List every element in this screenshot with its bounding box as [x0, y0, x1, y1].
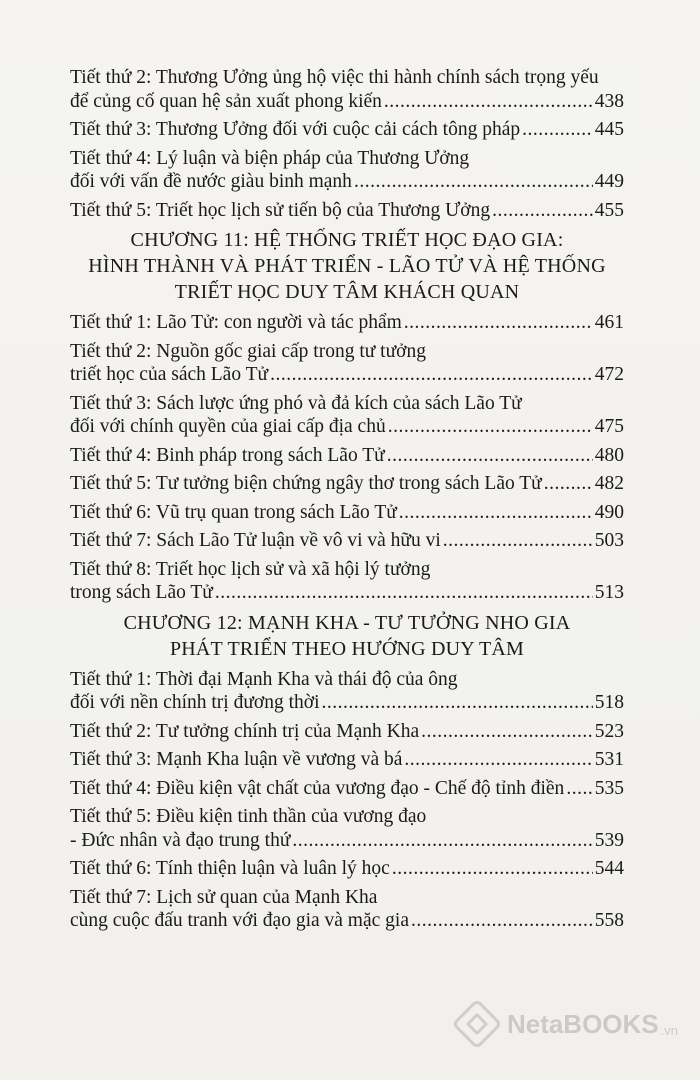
- toc-entry[interactable]: [70, 444, 624, 468]
- dot-leader: [354, 170, 593, 194]
- toc-entry-title-line: Tiết thứ 2: Nguồn gốc giai cấp trong tư tưởng: [70, 340, 426, 362]
- watermark-brand: NetaBOOKS: [506, 1008, 659, 1039]
- dot-leader: [292, 829, 592, 853]
- toc-entry-leader-line: [70, 909, 624, 933]
- page-number: 482: [594, 473, 624, 494]
- dot-leader: [384, 90, 593, 114]
- toc-entry-title: Tiết thứ 4: Binh pháp trong sách Lão Tử: [70, 444, 385, 466]
- dot-leader: [321, 691, 592, 715]
- toc-entry[interactable]: [70, 392, 624, 439]
- toc-entry-leader-line: [70, 363, 624, 387]
- toc-entry[interactable]: [70, 147, 624, 194]
- toc-entry-leader-line: [70, 199, 624, 223]
- toc-entry[interactable]: [70, 311, 624, 335]
- toc-entry-title: Tiết thứ 1: Lão Tử: con người và tác phẩm: [70, 312, 402, 333]
- page-number: 513: [594, 582, 624, 603]
- toc-entry-title: Tiết thứ 5: Tư tưởng biện chứng ngây thơ trong sách Lão Tử: [70, 473, 542, 494]
- toc-entry[interactable]: [70, 777, 624, 801]
- toc-entry-title: - Đức nhân và đạo trung thứ: [70, 829, 291, 851]
- toc-entry-title-line: Tiết thứ 4: Lý luận và biện pháp của Thương Ưởng: [70, 147, 470, 169]
- toc-entry[interactable]: [70, 472, 624, 496]
- toc-entry-title: triết học của sách Lão Tử: [70, 364, 269, 385]
- page-number: 490: [594, 501, 624, 523]
- page-number: 472: [594, 364, 624, 385]
- page-number: 445: [594, 119, 624, 140]
- toc-entry[interactable]: [70, 199, 624, 223]
- toc-entry-title: Tiết thứ 7: Sách Lão Tử luận về vô vi và hữu vi: [70, 530, 441, 551]
- toc-entry[interactable]: [70, 668, 624, 715]
- toc-entry-title: Tiết thứ 2: Tư tưởng chính trị của Mạnh Kha: [70, 720, 420, 742]
- dot-leader: [566, 777, 592, 801]
- chapter-heading: [70, 610, 624, 662]
- toc-entry[interactable]: [70, 805, 624, 852]
- dot-leader: [404, 311, 593, 335]
- toc-entry[interactable]: [70, 340, 624, 387]
- dot-leader: [492, 199, 593, 223]
- toc-entry-title-line: Tiết thứ 5: Điều kiện tinh thần của vương đạo: [70, 806, 427, 827]
- toc-entry-leader-line: [70, 857, 624, 881]
- page-number: 535: [594, 777, 624, 799]
- dot-leader: [399, 501, 593, 525]
- dot-leader: [404, 748, 592, 772]
- toc-entry-leader-line: [70, 720, 624, 744]
- toc-entry-title: đối với vấn đề nước giàu binh mạnh: [70, 171, 352, 192]
- chapter-heading-line: HÌNH THÀNH VÀ PHÁT TRIỂN - LÃO TỬ VÀ HỆ THỐNG: [88, 255, 606, 277]
- toc-entry[interactable]: [70, 857, 624, 881]
- chapter-heading-line: CHƯƠNG 12: MẠNH KHA - TƯ TƯỞNG NHO GIA: [123, 611, 571, 634]
- page-number: 449: [594, 171, 624, 192]
- page-number: 558: [594, 910, 624, 931]
- toc-entry-title: Tiết thứ 5: Triết học lịch sử tiến bộ của Thương Ưởng: [70, 199, 491, 221]
- toc-entry-leader-line: [70, 90, 624, 114]
- page-number: 518: [594, 692, 624, 713]
- toc-entry[interactable]: [70, 118, 624, 142]
- toc-entry-title: Tiết thứ 4: Điều kiện vật chất của vương đạo - Chế độ tỉnh điền: [70, 777, 565, 799]
- toc-entry-title: đối với nền chính trị đương thời: [70, 692, 320, 713]
- dot-leader: [392, 857, 593, 881]
- toc-entry-leader-line: [70, 444, 624, 468]
- toc-entry[interactable]: [70, 66, 624, 113]
- toc-entry-title: Tiết thứ 6: Vũ trụ quan trong sách Lão Tử: [70, 501, 397, 523]
- toc-entry-leader-line: [70, 777, 624, 801]
- netabooks-logo-icon: [451, 999, 502, 1050]
- page-number: 544: [594, 858, 624, 879]
- dot-leader: [421, 720, 593, 744]
- chapter-heading: [70, 227, 624, 305]
- toc-entry-leader-line: [70, 472, 624, 496]
- dot-leader: [522, 118, 593, 142]
- toc-entry-title-line: Tiết thứ 7: Lịch sử quan của Mạnh Kha: [70, 886, 378, 908]
- toc-entry-title-line: Tiết thứ 2: Thương Ưởng ủng hộ việc thi hành chính sách trọng yếu: [70, 67, 599, 88]
- dot-leader: [270, 363, 593, 387]
- toc-entry-title-line: Tiết thứ 8: Triết học lịch sử và xã hội lý tưởng: [70, 558, 431, 580]
- toc-entry-title: để củng cố quan hệ sản xuất phong kiến: [70, 90, 382, 112]
- toc-entry[interactable]: [70, 720, 624, 744]
- toc-entry-title: cùng cuộc đấu tranh với đạo gia và mặc gia: [70, 910, 409, 931]
- toc-entry-leader-line: [70, 829, 624, 853]
- toc-entry-leader-line: [70, 581, 624, 605]
- toc-entry[interactable]: [70, 748, 624, 772]
- toc-entry-title: Tiết thứ 6: Tính thiện luận và luân lý học: [70, 858, 390, 879]
- page-number: 523: [594, 720, 624, 742]
- toc-entry-leader-line: [70, 170, 624, 194]
- page-number: 480: [594, 444, 624, 466]
- page-number: 438: [594, 90, 624, 112]
- chapter-heading-line: TRIẾT HỌC DUY TÂM KHÁCH QUAN: [174, 281, 520, 303]
- dot-leader: [388, 415, 593, 439]
- page-number: 475: [594, 416, 624, 437]
- toc-entry-title: Tiết thứ 3: Mạnh Kha luận về vương và bá: [70, 749, 403, 770]
- toc-entry-title-line: Tiết thứ 3: Sách lược ứng phó và đả kích của sách Lão Tử: [70, 392, 522, 414]
- chapter-heading-line: CHƯƠNG 11: HỆ THỐNG TRIẾT HỌC ĐẠO GIA:: [130, 229, 564, 251]
- dot-leader: [544, 472, 593, 496]
- watermark: [459, 1006, 678, 1042]
- toc-entry-title-line: Tiết thứ 1: Thời đại Mạnh Kha và thái độ của ông: [70, 668, 458, 690]
- toc-entry-leader-line: [70, 748, 624, 772]
- toc-entry[interactable]: [70, 501, 624, 525]
- table-of-contents: [70, 66, 624, 938]
- dot-leader: [215, 581, 593, 605]
- toc-entry-leader-line: [70, 415, 624, 439]
- toc-entry[interactable]: [70, 886, 624, 933]
- page-number: 455: [594, 199, 624, 221]
- toc-entry-leader-line: [70, 501, 624, 525]
- toc-entry-leader-line: [70, 311, 624, 335]
- page-number: 539: [594, 829, 624, 851]
- toc-entry-leader-line: [70, 691, 624, 715]
- page-number: 461: [594, 312, 624, 333]
- dot-leader: [387, 444, 593, 468]
- toc-entry-title: trong sách Lão Tử: [70, 582, 213, 603]
- watermark-suffix: .vn: [660, 1023, 678, 1038]
- page-number: 503: [594, 530, 624, 551]
- dot-leader: [443, 529, 593, 553]
- dot-leader: [411, 909, 593, 933]
- toc-entry-title: đối với chính quyền của giai cấp địa chủ: [70, 416, 386, 437]
- toc-entry-title: Tiết thứ 3: Thương Ưởng đối với cuộc cải cách tông pháp: [70, 119, 521, 140]
- toc-entry-leader-line: [70, 118, 624, 142]
- toc-entry[interactable]: [70, 529, 624, 553]
- page-number: 531: [594, 749, 624, 770]
- toc-entry-leader-line: [70, 529, 624, 553]
- toc-entry[interactable]: [70, 558, 624, 605]
- chapter-heading-line: PHÁT TRIỂN THEO HƯỚNG DUY TÂM: [169, 637, 525, 660]
